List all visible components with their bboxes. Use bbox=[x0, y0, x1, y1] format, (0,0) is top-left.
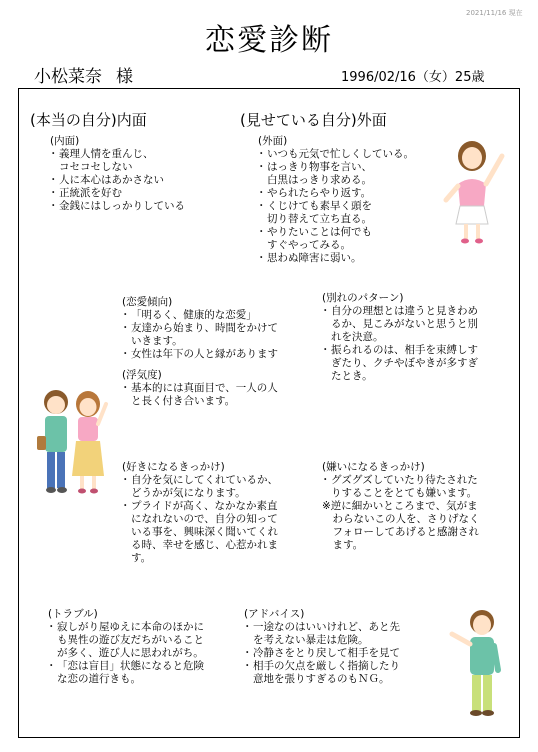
dislike-item: ・ グズグズしていたり待たされた りすることをとても嫌います。 bbox=[322, 474, 512, 500]
advice-item: ・ 相手の欠点を厳しく指摘したり 意地を張りすぎるのもＮＧ。 bbox=[244, 660, 434, 686]
trouble-section bbox=[48, 608, 238, 686]
inner-heading: (本当の自分)内面 bbox=[30, 111, 147, 129]
page-title: 恋愛診断 bbox=[205, 23, 333, 58]
outer-item: ・ はっきり物事を言い、 白黒はっきり求める。 bbox=[258, 161, 438, 187]
person-name: 小松菜奈 bbox=[34, 67, 102, 87]
trouble-label: (トラブル) bbox=[48, 608, 98, 620]
inner-item: ・ 義理人情を重んじ、 コセコセしない bbox=[50, 148, 235, 174]
like-trigger-section bbox=[122, 461, 312, 565]
inner-item: ・ 正統派を好む bbox=[50, 187, 235, 200]
like-label: (好きになるきっかけ) bbox=[122, 461, 225, 473]
outer-item: ・ くじけても素早く頭を 切り替えて立ち直る。 bbox=[258, 200, 438, 226]
inner-item: ・ 金銭にはしっかりしている bbox=[50, 200, 235, 213]
breakup-item: ・ 振られるのは、相手を束縛しす ぎたり、クチやぼやきが多すぎ たとき。 bbox=[322, 344, 512, 383]
person-honorific: 様 bbox=[116, 67, 133, 87]
outer-item: ・ いつも元気で忙しくしている。 bbox=[258, 148, 438, 161]
love-item: ・ 女性は年下の人と縁があります bbox=[122, 348, 312, 361]
trouble-item: ・ 「恋は盲目」状態になると危険 な恋の道行きも。 bbox=[48, 660, 238, 686]
breakup-item: ・ 自分の理想とは違うと見きわめ るか、見こみがないと思うと別 れを決意。 bbox=[322, 305, 512, 344]
advice-label: (アドバイス) bbox=[244, 608, 305, 620]
breakup-section bbox=[322, 292, 512, 383]
fickle-label: (浮気度) bbox=[122, 369, 162, 381]
advice-section bbox=[244, 608, 434, 686]
like-item: ・ プライドが高く、なかなか素直 になれないので、自分の知って いる事を、興味深く聞いてくれ る時、幸せを感じ、心惹かれま す。 bbox=[122, 500, 312, 565]
breakup-label: (別れのパターン) bbox=[322, 292, 404, 304]
inner-item: ・ 人に本心はあかさない bbox=[50, 174, 235, 187]
person-birth: 1996/02/16（女）25歳 bbox=[341, 70, 485, 85]
fickle-item: ・ 基本的には真面目で、一人の人 と長く付き合います。 bbox=[122, 382, 312, 408]
love-tendency-section bbox=[122, 296, 312, 408]
outer-heading: (見せている自分)外面 bbox=[240, 111, 387, 129]
issue-date: 2021/11/16 現在 bbox=[466, 9, 523, 17]
love-item: ・ 友達から始まり、時間をかけて いきます。 bbox=[122, 322, 312, 348]
trouble-item: ・ 寂しがり屋ゆえに本命のほかに も異性の遊び友だちがいること が多く、遊び人に思われがち。 bbox=[48, 621, 238, 660]
dislike-note: ※逆に細かいところまで、気がま わらないこの人を、さりげなく フォローしてあげると感謝され ます。 bbox=[322, 500, 480, 551]
inner-section bbox=[50, 135, 235, 213]
outer-item: ・ やられたらやり返す。 bbox=[258, 187, 438, 200]
like-item: ・ 自分を気にしてくれているか、 どうかが気になります。 bbox=[122, 474, 312, 500]
woman-illustration bbox=[440, 136, 510, 244]
man-illustration bbox=[446, 604, 510, 718]
outer-label: (外面) bbox=[258, 135, 288, 147]
advice-item: ・ 一途なのはいいけれど、あと先 を考えない暴走は危険。 bbox=[244, 621, 434, 647]
love-item: ・ 「明るく、健康的な恋愛」 bbox=[122, 309, 312, 322]
couple-illustration bbox=[36, 384, 112, 496]
outer-item: ・ 思わぬ障害に弱い。 bbox=[258, 252, 438, 265]
outer-section bbox=[258, 135, 438, 265]
dislike-label: (嫌いになるきっかけ) bbox=[322, 461, 425, 473]
dislike-trigger-section bbox=[322, 461, 512, 552]
inner-label: (内面) bbox=[50, 135, 80, 147]
outer-item: ・ やりたいことは何でも すぐやってみる。 bbox=[258, 226, 438, 252]
advice-item: ・ 冷静さをとり戻して相手を見て bbox=[244, 647, 434, 660]
person-name-line bbox=[34, 62, 133, 87]
love-label: (恋愛傾向) bbox=[122, 296, 173, 308]
